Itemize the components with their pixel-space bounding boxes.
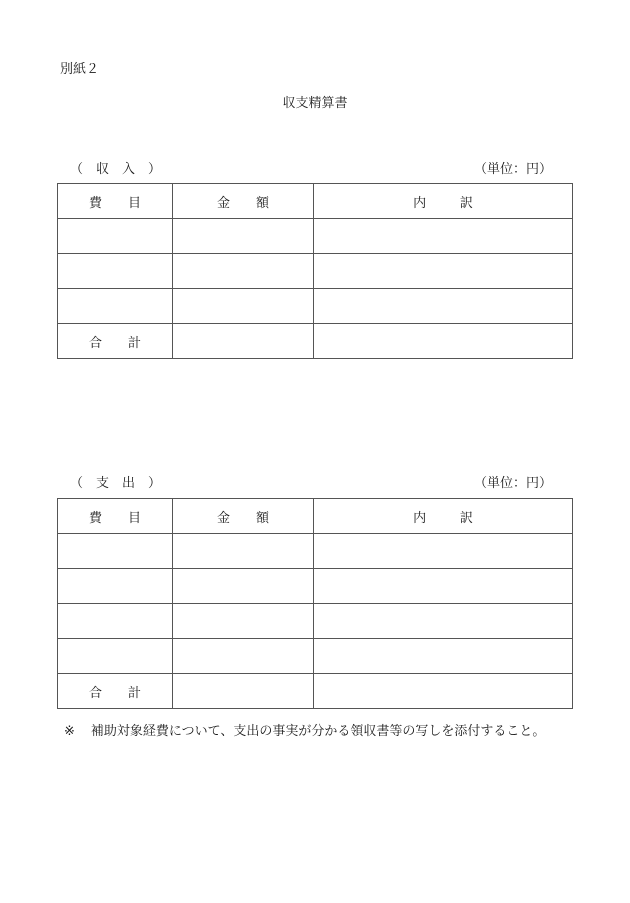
item-cell <box>58 639 173 674</box>
breakdown-cell <box>314 219 573 254</box>
expense-unit-label: （単位：円） <box>473 476 552 491</box>
table-row <box>58 219 573 254</box>
item-cell <box>58 289 173 324</box>
amount-cell <box>173 569 314 604</box>
item-cell <box>58 604 173 639</box>
total-row <box>58 674 573 709</box>
reference-mark: ※ <box>64 724 75 739</box>
item-cell <box>58 254 173 289</box>
table-row <box>58 254 573 289</box>
expense-section-label: （ 支 出 ） <box>70 476 162 491</box>
table-row <box>58 289 573 324</box>
amount-cell <box>173 289 314 324</box>
header-cell-item: 費目 <box>58 499 173 534</box>
income-section-label: （ 収 入 ） <box>70 162 162 177</box>
document-title: 収支精算書 <box>282 96 348 111</box>
amount-cell <box>173 604 314 639</box>
header-cell-breakdown: 内訳 <box>314 184 573 219</box>
table-row <box>58 569 573 604</box>
total-amount-cell <box>173 674 314 709</box>
table-header-row <box>58 499 573 534</box>
header-cell-amount: 金額 <box>173 499 314 534</box>
item-cell <box>58 569 173 604</box>
attachment-label: 別紙２ <box>60 62 100 77</box>
income-unit-label: （単位：円） <box>473 162 552 177</box>
amount-cell <box>173 534 314 569</box>
table-header-row <box>58 184 573 219</box>
amount-cell <box>173 254 314 289</box>
amount-cell <box>173 639 314 674</box>
breakdown-cell <box>314 604 573 639</box>
total-breakdown-cell <box>314 324 573 359</box>
breakdown-cell <box>314 569 573 604</box>
item-cell <box>58 219 173 254</box>
breakdown-cell <box>314 254 573 289</box>
header-cell-item: 費目 <box>58 184 173 219</box>
item-cell <box>58 534 173 569</box>
total-breakdown-cell <box>314 674 573 709</box>
table-row <box>58 534 573 569</box>
header-cell-breakdown: 内訳 <box>314 499 573 534</box>
expense-table <box>57 498 573 709</box>
total-row <box>58 324 573 359</box>
breakdown-cell <box>314 639 573 674</box>
total-label-cell: 合計 <box>58 324 173 359</box>
income-table <box>57 183 573 359</box>
breakdown-cell <box>314 534 573 569</box>
breakdown-cell <box>314 289 573 324</box>
amount-cell <box>173 219 314 254</box>
total-label-cell: 合計 <box>58 674 173 709</box>
footnote-text: 補助対象経費について、支出の事実が分かる領収書等の写しを添付すること。 <box>90 724 546 739</box>
header-cell-amount: 金額 <box>173 184 314 219</box>
table-row <box>58 604 573 639</box>
footnote <box>64 720 545 739</box>
table-row <box>58 639 573 674</box>
total-amount-cell <box>173 324 314 359</box>
